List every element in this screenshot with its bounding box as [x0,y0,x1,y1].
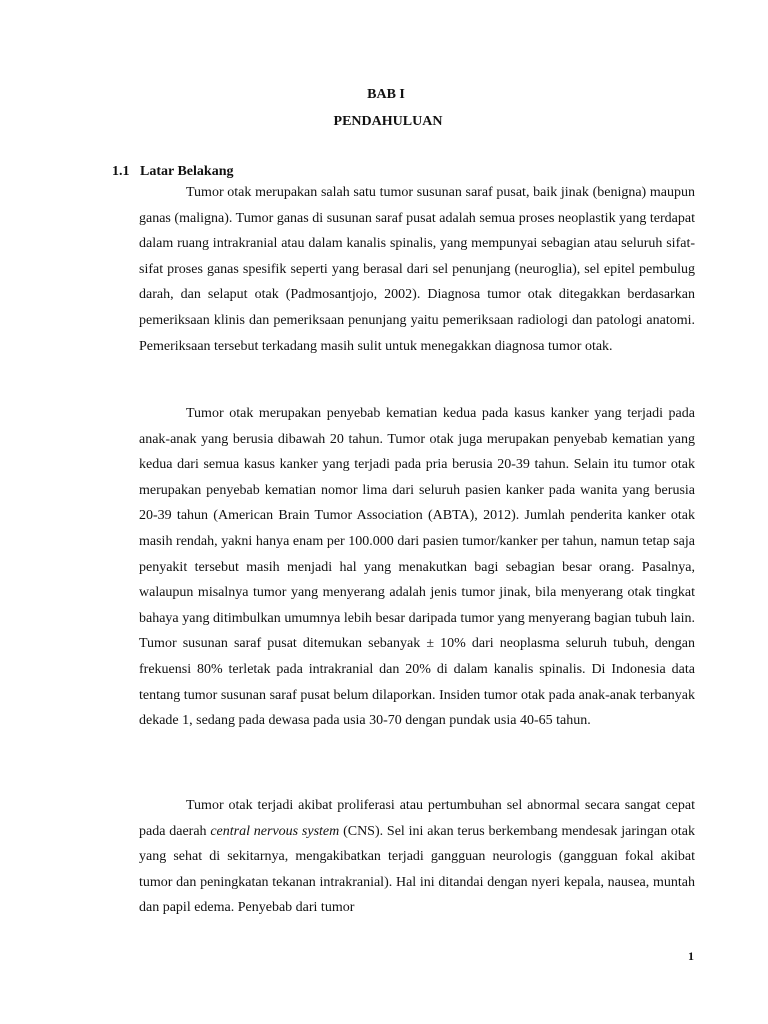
section-heading [112,163,233,181]
page-number: 1 [688,949,694,963]
body-paragraph-2: Tumor otak merupakan penyebab kematian kedua pada kasus kanker yang terjadi pada anak-anak yang berusia dibawah 20 tahun. Tumor otak juga merupakan penyebab kematian yang kedua dari semua kasus kanker yang terjadi pada pria berusia 20-39 tahun. Selain itu tumor otak merupakan penyebab kematian nomor lima dari seluruh pasien kanker pada wanita yang berusia 20-39 tahun (American Brain Tumor Association (ABTA), 2012). Jumlah penderita kanker otak masih rendah, yakni hanya enam per 100.000 dari pasien tumor/kanker per tahun, namun tetap saja penyakit tersebut masih menjadi hal yang menakutkan bagi sebagian besar orang. Pasalnya, walaupun misalnya tumor yang menyerang adalah jenis tumor jinak, bila menyerang otak tingkat bahaya yang ditimbulkan umumnya lebih besar daripada tumor yang menyerang bagian tubuh lain. Tumor susunan saraf pusat ditemukan sebanyak ± 10% dari neoplasma seluruh tubuh, dengan frekuensi 80% terletak pada intrakranial dan 20% di dalam kanalis spinalis. Di Indonesia data tentang tumor susunan saraf pusat belum dilaporkan. Insiden tumor otak pada anak-anak terbanyak dekade 1, sedang pada dewasa pada usia 30-70 dengan pundak usia 40-65 tahun. [139,406,695,729]
section-number: 1.1 [112,164,130,179]
section-title: Latar Belakang [140,164,234,179]
paragraph-3-text-start: Tumor otak terjadi akibat proliferasi atau pertumbuhan sel abnormal secara sangat cepat pada daerah [139,798,695,839]
chapter-number: BAB I [367,87,405,102]
body-paragraph-3 [139,793,695,921]
body-paragraph-1: Tumor otak merupakan salah satu tumor susunan saraf pusat, baik jinak (benigna) maupun ganas (maligna). Tumor ganas di susunan saraf pusat adalah semua proses neoplastik yang terdapat dalam ruang intrakranial atau dalam kanalis spinalis, yang mempunyai sebagian atau seluruh sifat-sifat proses ganas spesifik seperti yang berasal dari sel penunjang (neuroglia), sel epitel pembulug darah, dan selaput otak (Padmosantjojo, 2002). Diagnosa tumor otak ditegakkan berdasarkan pemeriksaan klinis dan pemeriksaan penunjang yaitu pemeriksaan radiologi dan patologi anatomi. Pemeriksaan tersebut terkadang masih sulit untuk menegakkan diagnosa tumor otak. [139,185,695,354]
italic-term: central nervous system [210,823,340,839]
paragraph-3-text-end: (CNS). Sel ini akan terus berkembang mendesak jaringan otak yang sehat di sekitarnya, mengakibatkan terjadi gangguan neurologis (gangguan fokal akibat tumor dan peningkatan tekanan intrakranial). Hal ini ditandai dengan nyeri kepala, nausea, muntah dan papil edema. Penyebab dari tumor [139,823,696,916]
chapter-title: PENDAHULUAN [333,114,443,129]
